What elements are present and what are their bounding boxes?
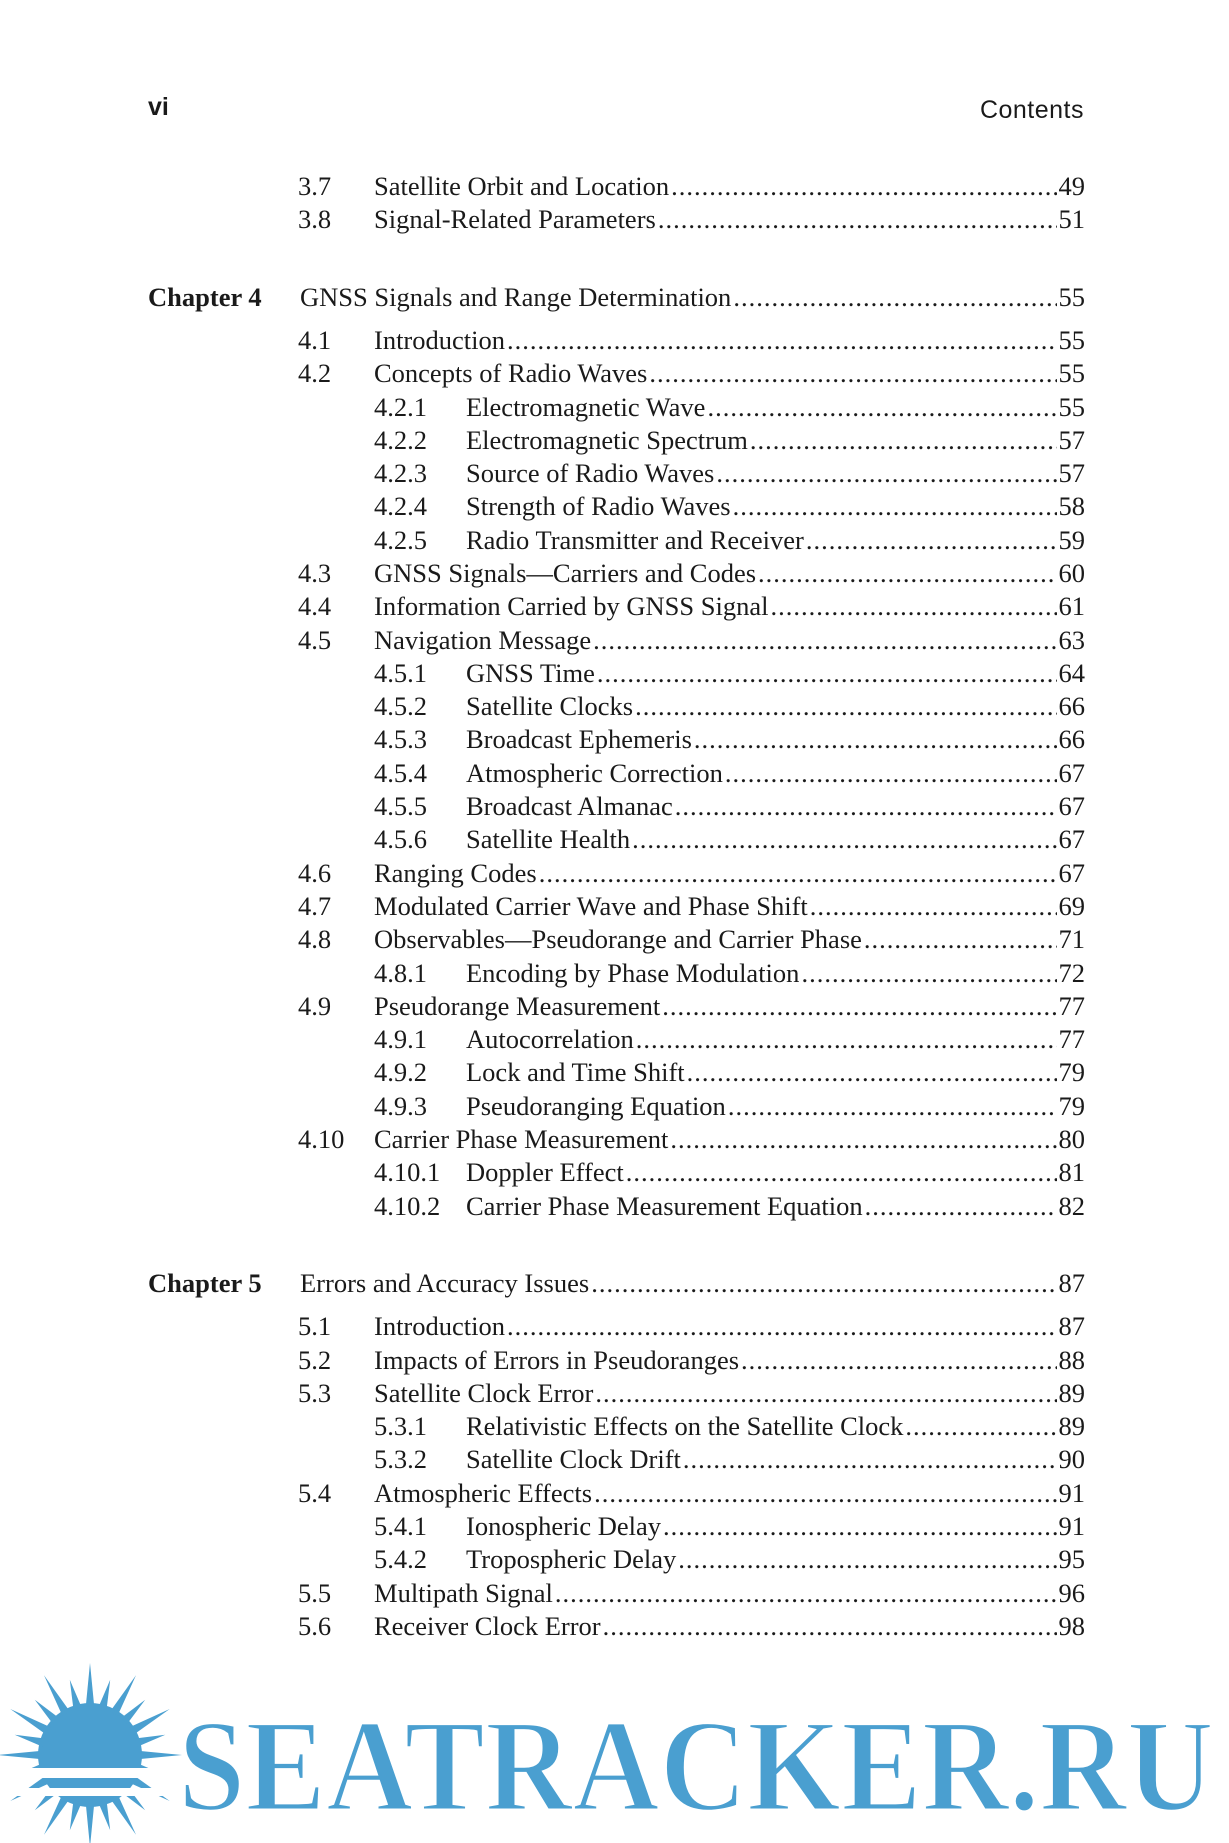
toc-entry[interactable] [298,170,1085,203]
toc-entry-number: 4.10 [298,1124,345,1154]
toc-entry-number: 4.5.4 [374,758,427,788]
toc-entry-number: 4.5.2 [374,691,427,721]
toc-entry-page: 89 [1058,1411,1085,1441]
sun-ray [121,1700,145,1724]
toc-entry-number: 5.1 [298,1311,332,1341]
toc-entry-page: 77 [1058,991,1085,1021]
toc-entry-page: 72 [1058,958,1085,988]
toc-entry-page: 81 [1058,1157,1085,1187]
toc-chapter-entry[interactable] [148,281,1085,314]
toc-leader-dots [632,823,1056,856]
toc-entry[interactable] [298,1610,1085,1643]
toc-entry-page: 87 [1058,1311,1085,1341]
toc-entry-title: Satellite Health [466,824,631,854]
toc-leader-dots [725,757,1057,790]
toc-entry-number: 5.4.2 [374,1544,427,1574]
toc-leader-dots [626,1156,1057,1189]
toc-leader-dots [507,1310,1057,1343]
toc-leader-dots [555,1577,1057,1610]
sun-ray [15,1735,45,1747]
toc-entry-page: 91 [1058,1478,1085,1508]
toc-entry[interactable] [374,1410,1085,1443]
toc-entry[interactable] [374,957,1085,990]
toc-leader-dots [507,324,1057,357]
toc-entry-number: 3.7 [298,171,332,201]
toc-entry-title: Carrier Phase Measurement [374,1124,669,1154]
toc-entry-title: Strength of Radio Waves [466,491,731,521]
toc-entry-title: Multipath Signal [374,1578,553,1608]
toc-entry-page: 90 [1058,1444,1085,1474]
toc-entry[interactable] [298,1344,1085,1377]
toc-entry[interactable] [298,1377,1085,1410]
toc-entry[interactable] [374,790,1085,823]
toc-entry[interactable] [298,1123,1085,1156]
sun-ray [86,1663,95,1707]
toc-entry-number: 5.6 [298,1611,332,1641]
toc-entry-title: Introduction [374,1311,505,1341]
toc-leader-dots [733,490,1057,523]
toc-leader-dots [603,1610,1057,1643]
toc-entry[interactable] [374,1056,1085,1089]
toc-entry-number: 4.3 [298,558,332,588]
toc-leader-dots [865,1190,1057,1223]
toc-entry-number: 4.10.1 [374,1157,441,1187]
toc-leader-dots [670,1123,1056,1156]
toc-entry[interactable] [374,1090,1085,1123]
toc-leader-dots [678,1543,1056,1576]
toc-entry-number: 4.5.6 [374,824,427,854]
toc-entry-number: 3.8 [298,204,332,234]
toc-leader-dots [810,890,1057,923]
toc-entry[interactable] [298,203,1085,236]
toc-entry-number: 4.5.3 [374,724,427,754]
toc-entry-number: Chapter 4 [148,282,262,312]
toc-entry[interactable] [374,657,1085,690]
toc-entry[interactable] [374,690,1085,723]
toc-leader-dots [663,1510,1057,1543]
toc-entry[interactable] [374,823,1085,856]
toc-entry[interactable] [374,490,1085,523]
toc-entry-page: 57 [1058,458,1085,488]
toc-entry-page: 57 [1058,425,1085,455]
sun-ray [98,1680,110,1710]
toc-entry-title: GNSS Signals—Carriers and Codes [374,558,757,588]
sun-ray [135,1735,165,1747]
toc-entry[interactable] [298,857,1085,890]
toc-entry-title: GNSS Signals and Range Determination [300,282,732,312]
toc-entry-title: Pseudorange Measurement [374,991,661,1021]
toc-entry-page: 63 [1058,625,1085,655]
toc-entry[interactable] [298,890,1085,923]
toc-entry[interactable] [374,1190,1085,1223]
toc-entry[interactable] [298,923,1085,956]
toc-entry-page: 64 [1058,658,1085,688]
toc-entry-number: 5.4 [298,1478,332,1508]
watermark-text: SEATRACKER.RU [178,1692,1214,1839]
toc-entry-page: 69 [1058,891,1085,921]
toc-entry-page: 61 [1058,591,1085,621]
toc-entry-title: Introduction [374,325,505,355]
toc-entry-page: 67 [1058,791,1085,821]
toc-entry-page: 77 [1058,1024,1085,1054]
toc-entry[interactable] [298,1577,1085,1610]
toc-entry-title: GNSS Time [466,658,595,688]
toc-entry-number: 5.3 [298,1378,332,1408]
toc-leader-dots [675,790,1057,823]
toc-entry-number: 4.5 [298,625,332,655]
toc-leader-dots [658,203,1057,236]
toc-leader-dots [597,657,1057,690]
toc-leader-dots [758,557,1056,590]
toc-chapter-entry[interactable] [148,1267,1085,1300]
toc-entry-title: Information Carried by GNSS Signal [374,591,769,621]
toc-entry-number: 4.2.3 [374,458,427,488]
toc-entry-number: 4.9.3 [374,1091,427,1121]
toc-leader-dots [750,424,1057,457]
toc-leader-dots [683,1443,1057,1476]
toc-entry-page: 79 [1058,1057,1085,1087]
toc-leader-dots [591,1267,1056,1300]
toc-leader-dots [801,957,1056,990]
toc-entry-title: Ranging Codes [374,858,537,888]
toc-entry[interactable] [374,424,1085,457]
toc-entry-number: 4.9.2 [374,1057,427,1087]
toc-entry-title: Carrier Phase Measurement Equation [466,1191,863,1221]
sun-burst-icon [0,1663,182,1843]
running-title: Contents [979,96,1084,124]
toc-entry-number: 4.2.5 [374,525,427,555]
toc-leader-dots [716,457,1056,490]
toc-entry-number: 4.10.2 [374,1191,441,1221]
toc-entry[interactable] [298,357,1085,390]
toc-leader-dots [694,723,1057,756]
toc-leader-dots [635,690,1056,723]
toc-entry-title: Encoding by Phase Modulation [466,958,800,988]
toc-entry-title: Pseudoranging Equation [466,1091,726,1121]
toc-entry-page: 79 [1058,1091,1085,1121]
toc-entry-number: 4.1 [298,325,332,355]
toc-leader-dots [593,624,1056,657]
toc-entry-number: Chapter 5 [148,1268,262,1298]
toc-entry-title: Receiver Clock Error [374,1611,601,1641]
sun-ray [70,1800,82,1830]
toc-entry-title: Ionospheric Delay [466,1511,661,1541]
sun-ray [35,1700,59,1724]
toc-entry-title: Impacts of Errors in Pseudoranges [374,1345,740,1375]
toc-entry[interactable] [298,324,1085,357]
toc-entry[interactable] [298,557,1085,590]
toc-entry[interactable] [298,624,1085,657]
toc-leader-dots [594,1477,1056,1510]
sun-ray [138,1751,182,1760]
toc-leader-dots [595,1377,1056,1410]
watermark [0,1660,1229,1843]
toc-entry-title: Satellite Clock Drift [466,1444,681,1474]
toc-leader-dots [539,857,1057,890]
toc-entry-page: 67 [1058,858,1085,888]
toc-entry-number: 5.2 [298,1345,332,1375]
toc-entry-number: 5.3.1 [374,1411,427,1441]
toc-entry-number: 4.8 [298,924,332,954]
toc-entry-title: Radio Transmitter and Receiver [466,525,804,555]
toc-entry-page: 71 [1058,924,1085,954]
toc-leader-dots [806,524,1057,557]
toc-entry-title: Observables—Pseudorange and Carrier Phase [374,924,862,954]
toc-entry[interactable] [374,757,1085,790]
toc-leader-dots [771,590,1057,623]
toc-entry[interactable] [374,1156,1085,1189]
toc-leader-dots [733,281,1056,314]
toc-leader-dots [687,1056,1057,1089]
sun-ray [0,1751,42,1760]
toc-entry-number: 4.2.2 [374,425,427,455]
toc-entry-page: 55 [1058,358,1085,388]
toc-entry[interactable] [298,1477,1085,1510]
toc-entry-title: Satellite Clocks [466,691,634,721]
toc-entry-title: Electromagnetic Wave [466,392,706,422]
toc-entry-title: Errors and Accuracy Issues [300,1268,590,1298]
toc-leader-dots [864,923,1057,956]
toc-entry-title: Tropospheric Delay [466,1544,677,1574]
toc-entry-page: 55 [1058,282,1085,312]
toc-entry-number: 4.5.1 [374,658,427,688]
toc-leader-dots [649,357,1056,390]
toc-entry-title: Atmospheric Correction [466,758,723,788]
toc-leader-dots [905,1410,1056,1443]
toc-entry-page: 91 [1058,1511,1085,1541]
page-number: vi [148,93,169,121]
sun-ray [86,1803,95,1843]
toc-entry[interactable] [298,590,1085,623]
toc-entry-number: 5.4.1 [374,1511,427,1541]
toc-entry-number: 4.7 [298,891,332,921]
toc-entry-title: Concepts of Radio Waves [374,358,648,388]
toc-entry-number: 4.4 [298,591,332,621]
toc-entry[interactable] [374,1510,1085,1543]
toc-entry-number: 4.9 [298,991,332,1021]
toc-leader-dots [741,1344,1056,1377]
toc-entry-page: 67 [1058,758,1085,788]
toc-entry-number: 4.8.1 [374,958,427,988]
toc-entry-page: 88 [1058,1345,1085,1375]
toc-entry-number: 4.2.4 [374,491,427,521]
toc-entry-number: 5.5 [298,1578,332,1608]
toc-entry-number: 4.2 [298,358,332,388]
toc-entry-page: 55 [1058,392,1085,422]
toc-entry-title: Electromagnetic Spectrum [466,425,748,455]
toc-entry[interactable] [374,1023,1085,1056]
toc-entry-title: Lock and Time Shift [466,1057,685,1087]
toc-entry-page: 96 [1058,1578,1085,1608]
toc-entry-page: 82 [1058,1191,1085,1221]
toc-entry-title: Relativistic Effects on the Satellite Clock [466,1411,904,1441]
toc-entry-number: 4.6 [298,858,332,888]
toc-entry-title: Autocorrelation [466,1024,634,1054]
toc-entry-title: Signal-Related Parameters [374,204,656,234]
toc-entry-page: 95 [1058,1544,1085,1574]
toc-entry-title: Doppler Effect [466,1157,624,1187]
sun-ray [70,1680,82,1710]
toc-entry-page: 59 [1058,525,1085,555]
toc-leader-dots [728,1090,1057,1123]
sun-ray [98,1800,110,1830]
toc-entry-title: Satellite Clock Error [374,1378,594,1408]
toc-entry-title: Broadcast Almanac [466,791,673,821]
toc-entry[interactable] [374,457,1085,490]
toc-entry-page: 66 [1058,691,1085,721]
toc-entry-page: 49 [1058,171,1085,201]
toc-entry-title: Source of Radio Waves [466,458,715,488]
toc-entry-number: 4.9.1 [374,1024,427,1054]
toc-entry[interactable] [374,1443,1085,1476]
toc-entry-page: 98 [1058,1611,1085,1641]
toc-entry-title: Broadcast Ephemeris [466,724,692,754]
toc-entry-number: 5.3.2 [374,1444,427,1474]
toc-entry-page: 87 [1058,1268,1085,1298]
toc-entry-page: 80 [1058,1124,1085,1154]
toc-entry-title: Satellite Orbit and Location [374,171,670,201]
toc-entry-title: Atmospheric Effects [374,1478,593,1508]
toc-entry-page: 67 [1058,824,1085,854]
toc-entry-title: Modulated Carrier Wave and Phase Shift [374,891,808,921]
toc-entry-page: 51 [1058,204,1085,234]
toc-leader-dots [707,391,1056,424]
toc-entry[interactable] [374,723,1085,756]
toc-entry-page: 55 [1058,325,1085,355]
toc-entry[interactable] [298,1310,1085,1343]
toc-leader-dots [671,170,1056,203]
toc-entry[interactable] [374,1543,1085,1576]
toc-entry-number: 4.5.5 [374,791,427,821]
toc-leader-dots [636,1023,1057,1056]
toc-entry-number: 4.2.1 [374,392,427,422]
toc-entry[interactable] [374,524,1085,557]
toc-leader-dots [662,990,1056,1023]
toc-entry-page: 89 [1058,1378,1085,1408]
toc-entry-page: 66 [1058,724,1085,754]
toc-entry[interactable] [298,990,1085,1023]
toc-entry-page: 60 [1058,558,1085,588]
toc-entry-page: 58 [1058,491,1085,521]
toc-entry-title: Navigation Message [374,625,592,655]
toc-entry[interactable] [374,391,1085,424]
